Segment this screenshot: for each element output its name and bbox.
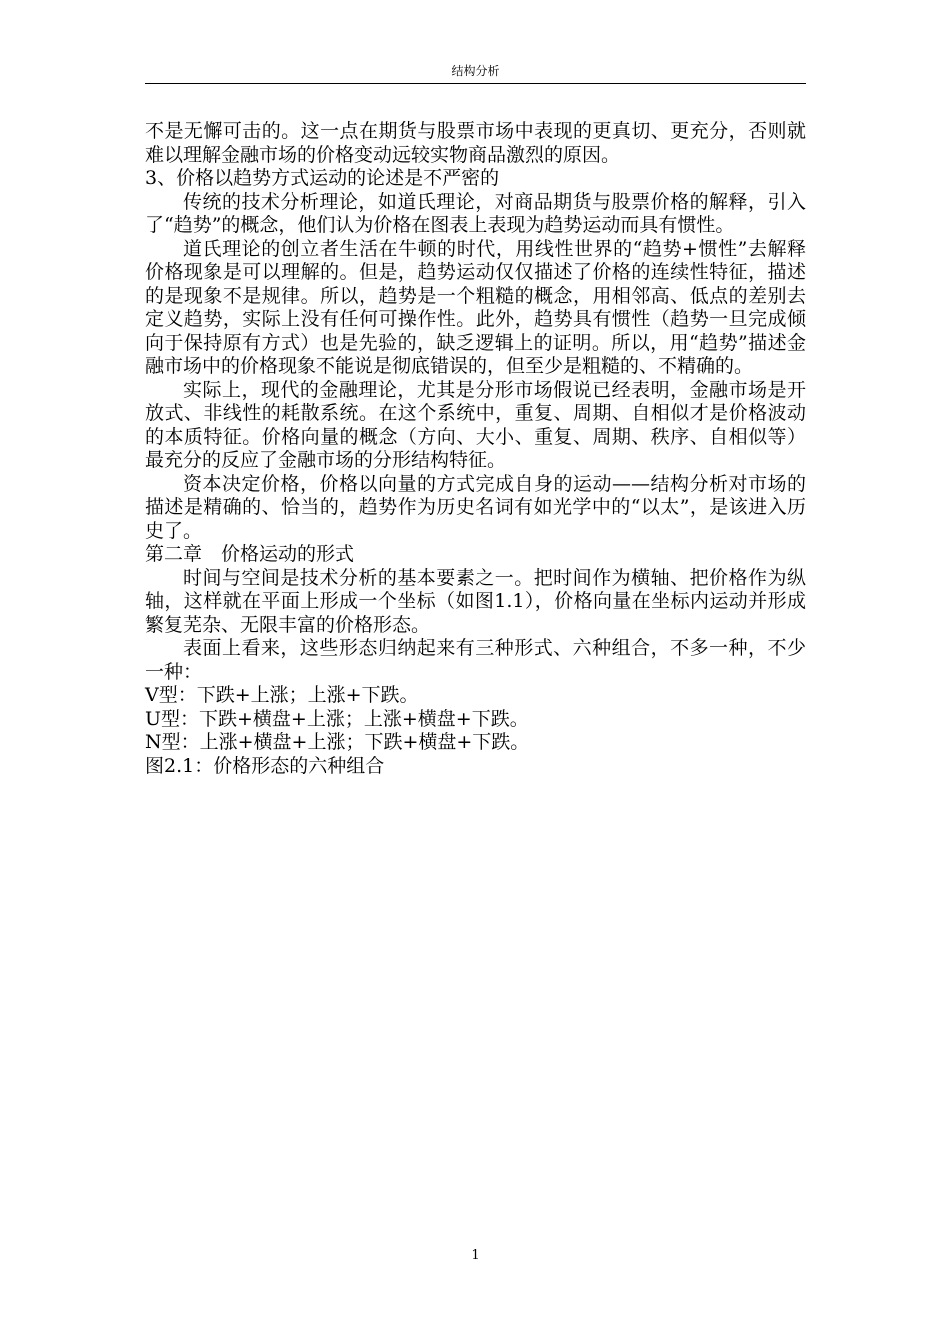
- document-body: [145, 120, 806, 778]
- paragraph-capital-price: 资本决定价格，价格以向量的方式完成自身的运动——结构分析对市场的描述是精确的、恰当的，趋势作为历史名词有如光学中的“以太”，是该进入历史了。: [145, 472, 806, 542]
- section-heading-3: 3、价格以趋势方式运动的论述是不严密的: [145, 167, 500, 189]
- paragraph-continuation: 不是无懈可击的。这一点在期货与股票市场中表现的更真切、更充分，否则就难以理解金融市场的价格变动远较实物商品激烈的原因。: [145, 120, 806, 166]
- pattern-n-type: N型：上涨+横盘+上涨；下跌+横盘+下跌。: [145, 731, 530, 753]
- pattern-v-type: V型：下跌+上涨；上涨+下跌。: [145, 684, 419, 706]
- paragraph-three-forms: 表面上看来，这些形态归纳起来有三种形式、六种组合，不多一种，不少一种：: [145, 637, 806, 683]
- page-number: 1: [471, 1248, 480, 1263]
- paragraph-time-space: 时间与空间是技术分析的基本要素之一。把时间作为横轴、把价格作为纵轴，这样就在平面上形成一个坐标（如图1.1），价格向量在坐标内运动并形成繁复芜杂、无限丰富的价格形态。: [145, 566, 806, 636]
- page-header: 结构分析: [451, 64, 500, 78]
- paragraph-fractal-market: 实际上，现代的金融理论，尤其是分形市场假说已经表明，金融市场是开放式、非线性的耗散系统。在这个系统中，重复、周期、自相似才是价格波动的本质特征。价格向量的概念（方向、大小、重复、周期、秩序、自相似等）最充分的反应了金融市场的分形结构特征。: [145, 378, 806, 471]
- chapter-heading-2: 第二章 价格运动的形式: [145, 543, 355, 565]
- pattern-u-type: U型：下跌+横盘+上涨；上涨+横盘+下跌。: [145, 707, 529, 730]
- figure-caption: 图2.1：价格形态的六种组合: [145, 754, 385, 777]
- header-rule: [145, 83, 806, 84]
- paragraph-traditional-analysis: 传统的技术分析理论，如道氏理论，对商品期货与股票价格的解释，引入了“趋势”的概念，他们认为价格在图表上表现为趋势运动而具有惯性。: [145, 190, 806, 236]
- paragraph-dow-theory: 道氏理论的创立者生活在牛顿的时代，用线性世界的“趋势+惯性”去解释价格现象是可以理解的。但是，趋势运动仅仅描述了价格的连续性特征，描述的是现象不是规律。所以，趋势是一个粗糙的概念，用相邻高、低点的差别去定义趋势，实际上没有任何可操作性。此外，趋势具有惯性（趋势一旦完成倾向于保持原有方式）也是先验的，缺乏逻辑上的证明。所以，用“趋势”描述金融市场中的价格现象不能说是彻底错误的，但至少是粗糙的、不精确的。: [145, 237, 806, 377]
